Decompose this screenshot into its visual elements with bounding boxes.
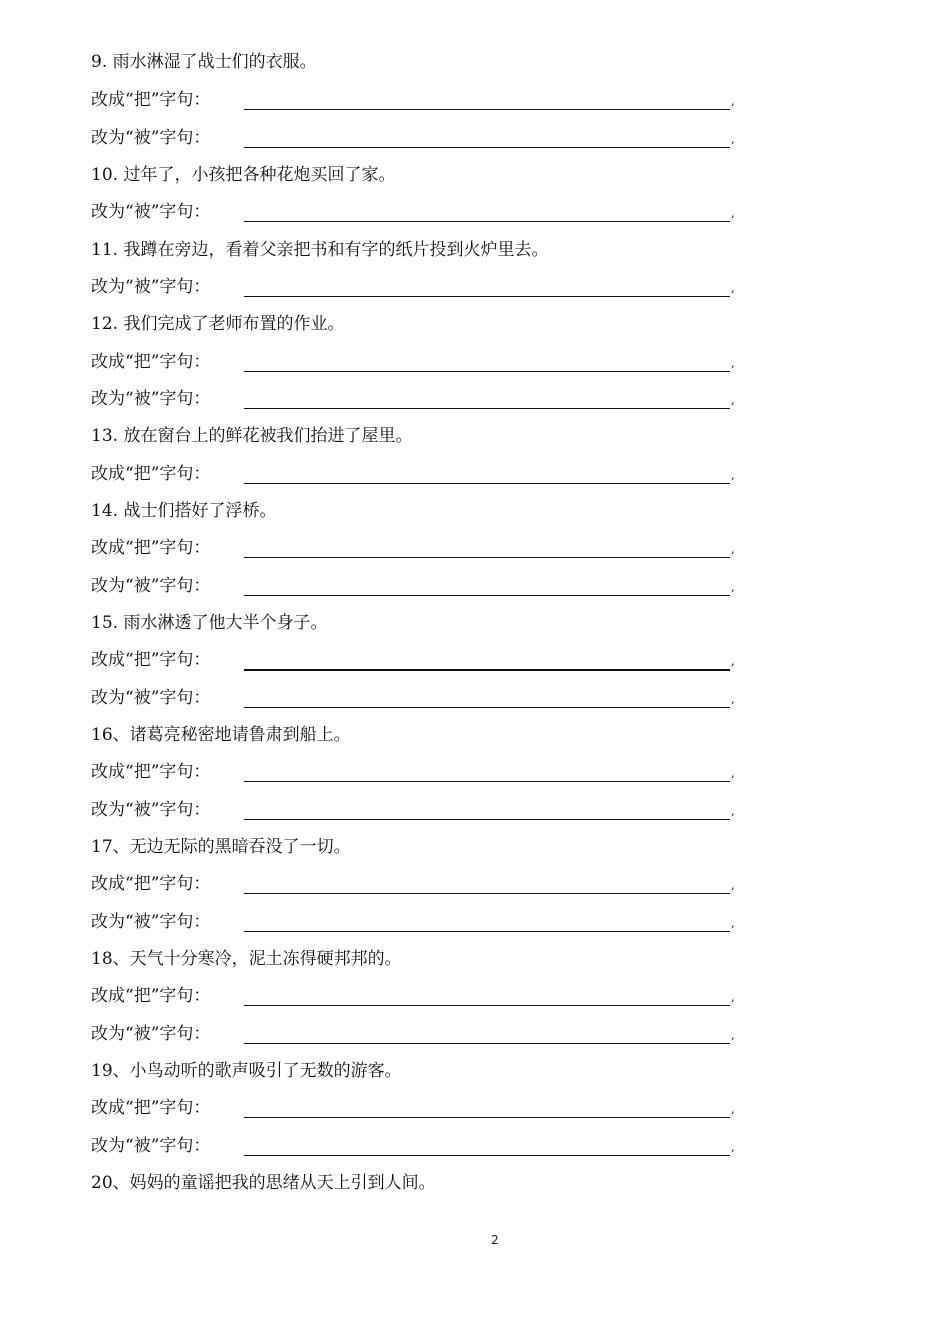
answer-label: 改为“被”字句： <box>91 202 211 222</box>
answer-label: 改为“被”字句： <box>91 576 211 596</box>
answer-blank[interactable] <box>244 387 730 409</box>
answer-label: 改为“被”字句： <box>91 688 211 708</box>
answer-terminator: , <box>731 1102 735 1116</box>
answer-label: 改成“把”字句： <box>91 762 211 782</box>
answer-blank[interactable] <box>244 275 730 297</box>
answer-blank[interactable] <box>244 462 730 484</box>
question-15-prompt: 15. 雨水淋透了他大半个身子。 <box>91 613 328 633</box>
question-14-answer-2 <box>91 574 737 598</box>
answer-blank[interactable] <box>244 910 730 932</box>
question-18-answer-2 <box>91 1022 737 1046</box>
answer-label: 改为“被”字句： <box>91 277 211 297</box>
question-15-answer-1 <box>91 648 737 672</box>
answer-label: 改成“把”字句： <box>91 874 211 894</box>
question-17-answer-1 <box>91 872 737 896</box>
answer-blank[interactable] <box>244 350 730 372</box>
question-14-prompt: 14. 战士们搭好了浮桥。 <box>91 501 277 521</box>
question-17-answer-2 <box>91 910 737 934</box>
question-20-prompt: 20、妈妈的童谣把我的思绪从天上引到人间。 <box>91 1173 436 1193</box>
answer-label: 改成“把”字句： <box>91 538 211 558</box>
answer-label: 改成“把”字句： <box>91 464 211 484</box>
answer-terminator: , <box>731 1140 735 1154</box>
answer-blank[interactable] <box>244 1022 730 1044</box>
answer-label: 改为“被”字句： <box>91 800 211 820</box>
answer-blank[interactable] <box>244 126 730 148</box>
question-10-prompt: 10. 过年了，小孩把各种花炮买回了家。 <box>91 165 396 185</box>
answer-blank[interactable] <box>244 1134 730 1156</box>
question-11-prompt: 11. 我蹲在旁边，看着父亲把书和有字的纸片投到火炉里去。 <box>91 240 549 260</box>
question-12-answer-1 <box>91 350 737 374</box>
answer-label: 改成“把”字句： <box>91 90 211 110</box>
answer-label: 改成“把”字句： <box>91 1098 211 1118</box>
question-12-prompt: 12. 我们完成了老师布置的作业。 <box>91 314 345 334</box>
question-9-answer-1 <box>91 88 737 112</box>
answer-label: 改成“把”字句： <box>91 352 211 372</box>
answer-blank[interactable] <box>244 686 730 708</box>
answer-terminator: , <box>731 692 735 706</box>
question-16-answer-2 <box>91 798 737 822</box>
answer-terminator: , <box>731 94 735 108</box>
question-17-prompt: 17、无边无际的黑暗吞没了一切。 <box>91 837 351 857</box>
answer-label: 改为“被”字句： <box>91 1024 211 1044</box>
answer-terminator: , <box>731 878 735 892</box>
answer-blank[interactable] <box>244 200 730 222</box>
answer-terminator: , <box>731 990 735 1004</box>
question-9-answer-2 <box>91 126 737 150</box>
answer-terminator: , <box>731 804 735 818</box>
answer-blank[interactable] <box>244 1096 730 1118</box>
answer-terminator: , <box>731 281 735 295</box>
question-19-answer-2 <box>91 1134 737 1158</box>
answer-blank[interactable] <box>244 984 730 1006</box>
answer-label: 改成“把”字句： <box>91 986 211 1006</box>
answer-label: 改为“被”字句： <box>91 1136 211 1156</box>
question-13-answer-1 <box>91 462 737 486</box>
answer-terminator: , <box>731 542 735 556</box>
question-15-answer-2 <box>91 686 737 710</box>
answer-terminator: , <box>731 580 735 594</box>
question-9-prompt: 9. 雨水淋湿了战士们的衣服。 <box>91 52 317 72</box>
answer-terminator: , <box>731 916 735 930</box>
answer-terminator: , <box>731 206 735 220</box>
answer-blank[interactable] <box>244 760 730 782</box>
answer-terminator: , <box>731 468 735 482</box>
answer-label: 改成“把”字句： <box>91 650 211 670</box>
answer-terminator: , <box>731 1028 735 1042</box>
answer-blank[interactable] <box>244 536 730 558</box>
answer-blank[interactable] <box>244 798 730 820</box>
question-11-answer-1 <box>91 275 737 299</box>
answer-label: 改为“被”字句： <box>91 128 211 148</box>
question-19-answer-1 <box>91 1096 737 1120</box>
question-18-answer-1 <box>91 984 737 1008</box>
answer-blank[interactable] <box>244 574 730 596</box>
question-16-answer-1 <box>91 760 737 784</box>
question-14-answer-1 <box>91 536 737 560</box>
answer-terminator: , <box>731 766 735 780</box>
question-10-answer-1 <box>91 200 737 224</box>
answer-blank[interactable] <box>244 872 730 894</box>
question-19-prompt: 19、小鸟动听的歌声吸引了无数的游客。 <box>91 1061 402 1081</box>
page-number: 2 <box>491 1233 499 1247</box>
answer-blank[interactable] <box>244 88 730 110</box>
question-13-prompt: 13. 放在窗台上的鲜花被我们抬进了屋里。 <box>91 426 413 446</box>
question-12-answer-2 <box>91 387 737 411</box>
answer-terminator: , <box>731 393 735 407</box>
question-18-prompt: 18、天气十分寒冷，泥土冻得硬邦邦的。 <box>91 949 402 969</box>
question-16-prompt: 16、诸葛亮秘密地请鲁肃到船上。 <box>91 725 351 745</box>
answer-blank[interactable] <box>244 648 730 671</box>
answer-label: 改为“被”字句： <box>91 912 211 932</box>
answer-label: 改为“被”字句： <box>91 389 211 409</box>
answer-terminator: , <box>731 654 735 668</box>
answer-terminator: , <box>731 356 735 370</box>
answer-terminator: , <box>731 132 735 146</box>
